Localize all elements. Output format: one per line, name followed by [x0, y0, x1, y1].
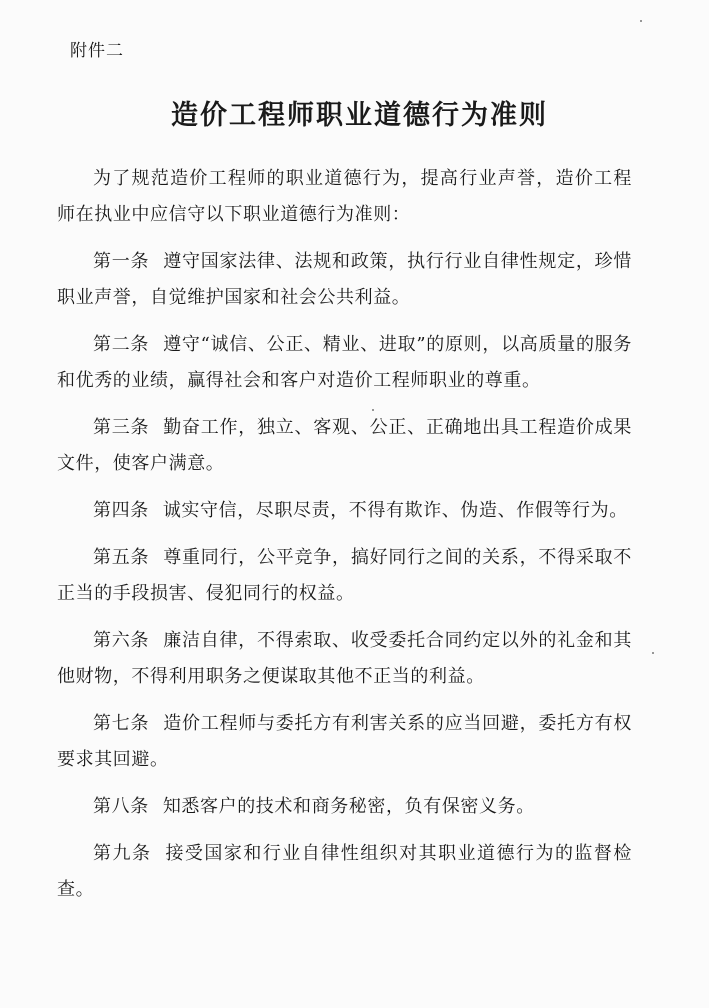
article-text: 知悉客户的技术和商务秘密，负有保密义务。	[162, 796, 535, 817]
article-text: 造价工程师与委托方有利害关系的应当回避，委托方有权要求其回避。	[57, 713, 632, 770]
article-9	[57, 836, 632, 908]
article-text: 廉洁自律，不得索取、收受委托合同约定以外的礼金和其他财物，不得利用职务之便谋取其他不正当的利益。	[57, 630, 632, 687]
article-label: 第一条	[93, 251, 150, 272]
article-text: 诚实守信，尽职尽责，不得有欺诈、伪造、作假等行为。	[162, 500, 628, 521]
article-label: 第四条	[93, 500, 149, 521]
intro-paragraph: 为了规范造价工程师的职业道德行为，提高行业声誉，造价工程师在执业中应信守以下职业道德行为准则：	[57, 168, 632, 225]
article-label: 第八条	[93, 796, 149, 817]
article-5	[57, 540, 632, 612]
article-text: 遵守“诚信、公正、精业、进取”的原则，以高质量的服务和优秀的业绩，赢得社会和客户对造价工程师职业的尊重。	[57, 334, 632, 391]
article-6	[57, 623, 632, 695]
article-text: 尊重同行，公平竞争，搞好同行之间的关系，不得采取不正当的手段损害、侵犯同行的权益。	[57, 547, 632, 604]
article-label: 第九条	[93, 843, 152, 864]
article-label: 第六条	[93, 630, 150, 651]
article-label: 第七条	[93, 713, 150, 734]
article-7	[57, 706, 632, 778]
article-4	[57, 493, 632, 529]
article-label: 第五条	[93, 547, 150, 568]
article-text: 遵守国家法律、法规和政策，执行行业自律性规定，珍惜职业声誉，自觉维护国家和社会公共利益。	[57, 251, 632, 308]
scan-speck	[372, 409, 374, 411]
article-8	[57, 789, 632, 825]
article-1	[57, 244, 632, 316]
article-text: 接受国家和行业自律性组织对其职业道德行为的监督检查。	[57, 843, 632, 900]
scan-speck	[640, 20, 642, 22]
article-2	[57, 327, 632, 399]
attachment-label: 附件二	[70, 41, 124, 61]
article-label: 第二条	[93, 334, 150, 355]
article-text: 勤奋工作，独立、客观、公正、正确地出具工程造价成果文件，使客户满意。	[57, 417, 632, 474]
article-3	[57, 410, 632, 482]
scan-speck	[652, 652, 654, 654]
article-label: 第三条	[93, 417, 150, 438]
document-title: 造价工程师职业道德行为准则	[171, 100, 548, 131]
document-body	[57, 161, 632, 919]
